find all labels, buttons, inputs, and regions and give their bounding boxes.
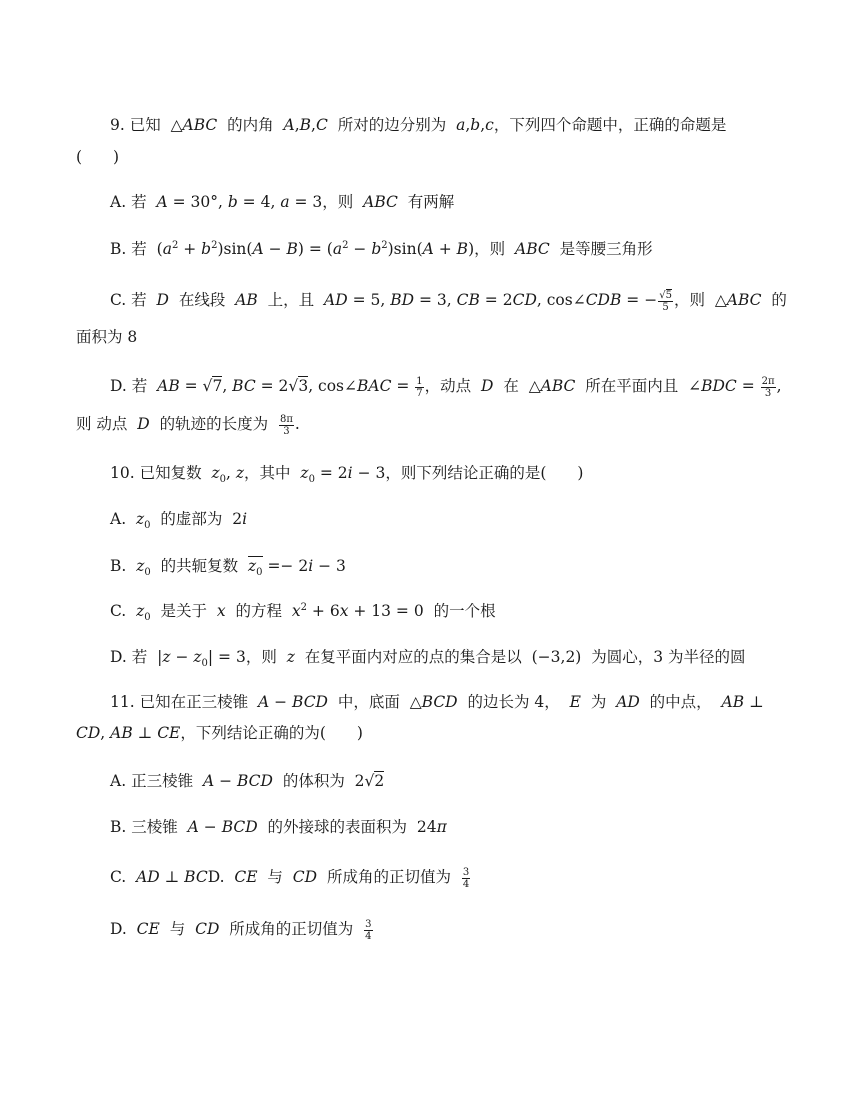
q11-number: 11.: [110, 693, 135, 711]
q10-option-d-text-4: 为圆心，3 为半径的圆: [591, 648, 746, 666]
q11-option-a: A. 正三棱锥 A − BCD 的体积为 2√2: [110, 772, 385, 790]
q9-option-d-text-6: 的轨迹的长度为: [159, 415, 269, 433]
q9-option-c-text-2: 在线段: [178, 291, 226, 309]
q9-option-d-label: D.: [110, 377, 127, 395]
q10-option-c: C. $z_0$ 是关于 x 的方程 $x^2 + 6x + 13 = 0$ 的一个根: [110, 601, 496, 624]
q9-stem-text-2: 的内角: [227, 116, 274, 134]
q9-stem-text-4: ，下列四个命题中，正确的命题是: [493, 116, 727, 134]
q10-stem: 10. 已知复数 $z_0$, z，其中 $z_0 = 2i - 3$，则下列结论正确的是( ): [110, 464, 584, 486]
q11-option-a-text-1: 正三棱锥: [131, 772, 194, 790]
q9-stem: 9. 已知 △ABC 的内角 A,B,C 所对的边分别为 a,b,c，下列四个命题中，正确的命题是: [110, 116, 727, 134]
q11-option-a-label: A.: [110, 772, 127, 790]
q10-option-b-text-1: 的共轭复数: [160, 557, 239, 575]
q10-option-d-text-1: 若: [131, 648, 148, 666]
q9-option-b-text-3: 是等腰三角形: [559, 240, 653, 258]
q10-stem-text-2: ，其中: [244, 464, 291, 482]
q9-option-c-text-5: 的: [771, 291, 787, 309]
q10-option-c-text-2: 的方程: [235, 602, 282, 620]
q9-option-a-text-1: 若: [131, 193, 147, 211]
q10-option-d-label: D.: [110, 648, 127, 666]
q11-option-b: B. 三棱锥 A − BCD 的外接球的表面积为 24π: [110, 818, 447, 836]
q10-option-c-label: C.: [110, 602, 127, 620]
q11-option-c-text-2: 与: [267, 868, 283, 886]
q11-option-b-text-2: 的外接球的表面积为: [267, 818, 408, 836]
q10-option-c-text-1: 是关于: [160, 602, 208, 620]
q9-option-d-text-3: 在: [503, 377, 519, 395]
q11-option-d-text-2: 所成角的正切值为: [229, 920, 354, 938]
q11-option-d-label: D.: [110, 920, 127, 938]
q11-stem: 11. 已知在正三棱锥 A − BCD 中，底面 △BCD 的边长为 4， E 为 AD 的中点， AB ⊥: [110, 693, 764, 711]
q9-option-a: A. 若 A = 30°, b = 4, a = 3，则 ABC 有两解: [110, 193, 455, 211]
q10-number: 10.: [110, 464, 135, 482]
q9-option-b-label: B.: [110, 240, 127, 258]
q9-option-a-label: A.: [110, 193, 127, 211]
q9-option-a-text-2: ，则: [322, 193, 354, 211]
q9-option-b-text-2: ，则: [474, 240, 506, 258]
q10-option-a-label: A.: [110, 510, 127, 528]
q10-option-b-label: B.: [110, 557, 127, 575]
q9-option-c-text-4: ，则: [673, 291, 705, 309]
q11-stem-text-6: ，下列结论正确的为( ): [180, 724, 363, 742]
q11-option-d: D. CE 与 CD 所成角的正切值为 $\frac{3}{4}$: [110, 918, 372, 942]
q9-number: 9.: [110, 116, 125, 134]
q10-option-a-text-1: 的虚部为: [160, 510, 223, 528]
q11-option-b-label: B.: [110, 818, 127, 836]
q10-option-d: D. 若 $|z - z_0| = 3$，则 z 在复平面内对应的点的集合是以 (−3,2) 为圆心，3 为半径的圆: [110, 648, 746, 670]
q10-stem-text-3: ，则下列结论正确的是( ): [385, 464, 584, 482]
q9-option-c-label: C.: [110, 291, 127, 309]
q10-option-d-text-3: 在复平面内对应的点的集合是以: [304, 648, 522, 666]
q11-option-d-text-1: 与: [169, 920, 186, 938]
q11-stem-text-3: 的边长为 4，: [467, 693, 560, 711]
q9-option-d-cont: 则 动点 D 的轨迹的长度为 $\frac{8\pi}{3}$ .: [76, 413, 300, 437]
q11-option-c: C. AD ⊥ BCD. CE 与 CD 所成角的正切值为 $\frac{3}{4}$: [110, 866, 470, 890]
q9-option-a-text-3: 有两解: [407, 193, 455, 211]
q9-option-c-cont: 面积为 8: [76, 328, 138, 346]
q10-option-c-text-3: 的一个根: [433, 602, 496, 620]
q9-stem-text-1: 已知: [129, 116, 161, 134]
q9-bracket: ( ): [76, 148, 120, 166]
q11-stem-text-5: 的中点，: [649, 693, 712, 711]
q11-stem-cont: CD, AB ⊥ CE，下列结论正确的为( ): [76, 724, 363, 742]
q9-option-b: B. 若 $(a^2 + b^2)\sin(A - B) = (a^2 - b^2)\sin(A + B)$，则 ABC 是等腰三角形: [110, 239, 653, 258]
q11-option-b-text-1: 三棱锥: [131, 818, 178, 836]
q9-option-d-text-1: 若: [131, 377, 148, 395]
q11-stem-text-4: 为: [590, 693, 607, 711]
q9-option-c-text-3: 上，且: [267, 291, 315, 309]
q11-option-c-label: C.: [110, 868, 127, 886]
q10-option-d-text-2: ，则: [245, 648, 277, 666]
q9-option-d-text-4: 所在平面内且: [585, 377, 679, 395]
q11-option-c-text-3: 所成角的正切值为: [326, 868, 451, 886]
q10-option-b: B. $z_0$ 的共轭复数 $z_0 =- 2i - 3$: [110, 557, 346, 579]
q11-stem-text-1: 已知在正三棱锥: [139, 693, 249, 711]
q9-option-c: C. 若 D 在线段 AB 上，且 AD = 5, BD = 3, CB = 2CD, cos∠CDB = − $\frac{√5}{5}$ ，则 △ABC 的: [110, 289, 787, 313]
q11-option-c-text-1: D.: [207, 868, 225, 886]
q9-stem-text-3: 所对的边分别为: [337, 116, 447, 134]
q9-option-b-text-1: 若: [131, 240, 147, 258]
q11-option-a-text-2: 的体积为: [282, 772, 345, 790]
q9-option-d-text-2: ，动点: [424, 377, 472, 395]
q11-stem-text-2: 中，底面: [337, 693, 400, 711]
q10-option-a: A. $z_0$ 的虚部为 2i: [110, 510, 248, 532]
q10-stem-text-1: 已知复数: [139, 464, 202, 482]
q9-option-c-text-1: 若: [131, 291, 147, 309]
q9-option-d: D. 若 AB = √7, BC = 2√3, cos∠BAC = $\frac{1}{7}$ ，动点 D 在 △ABC 所在平面内且 ∠BDC = $\frac{2\pi}{3}$ ,: [110, 375, 782, 399]
q9-option-d-text-5: 则 动点: [76, 415, 128, 433]
